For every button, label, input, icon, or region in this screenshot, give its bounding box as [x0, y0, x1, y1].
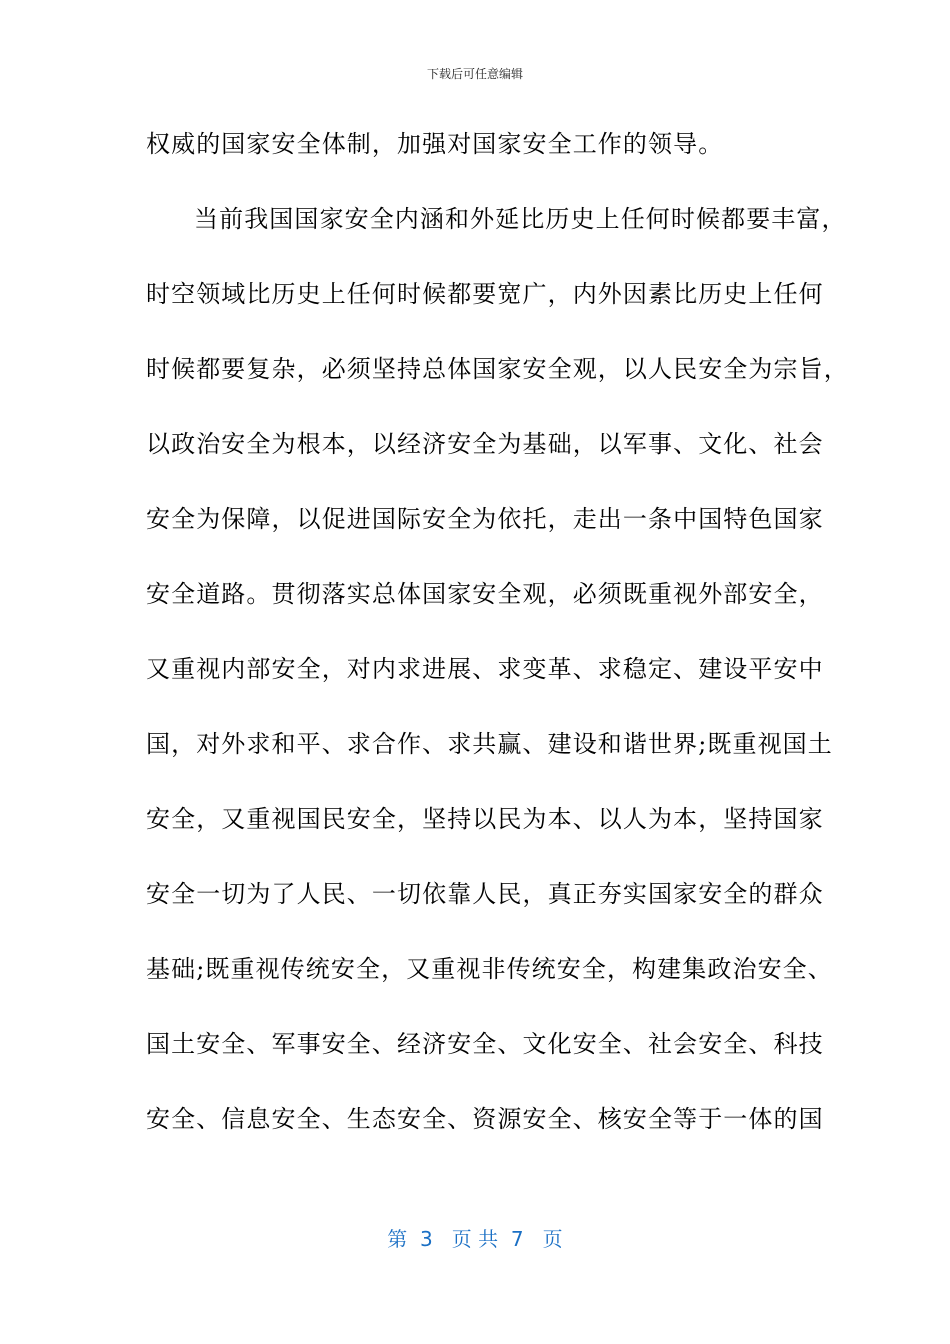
text-line: 安全道路。贯彻落实总体国家安全观，必须既重视外部安全，	[146, 580, 824, 608]
text-line: 以政治安全为根本，以经济安全为基础，以军事、文化、社会	[146, 430, 824, 458]
page-header-note: 下载后可任意编辑	[426, 67, 523, 81]
text-line: 基础;既重视传统安全，又重视非传统安全，构建集政治安全、	[146, 955, 833, 983]
text-line: 权威的国家安全体制，加强对国家安全工作的领导。	[146, 130, 724, 158]
text-line: 时空领域比历史上任何时候都要宽广，内外因素比历史上任何	[146, 280, 824, 308]
text-line: 安全为保障，以促进国际安全为依托，走出一条中国特色国家	[146, 505, 824, 533]
page-number-footer	[0, 1226, 950, 1252]
page-number-label: 第 3 页 共 7 页	[387, 1227, 563, 1251]
paragraph-start-line: 当前我国国家安全内涵和外延比历史上任何时候都要丰富，	[194, 205, 847, 233]
text-line: 安全一切为了人民、一切依靠人民，真正夯实国家安全的群众	[146, 880, 824, 908]
text-line: 国土安全、军事安全、经济安全、文化安全、社会安全、科技	[146, 1030, 824, 1058]
text-line: 国，对外求和平、求合作、求共赢、建设和谐世界;既重视国土	[146, 730, 833, 758]
text-line: 又重视内部安全，对内求进展、求变革、求稳定、建设平安中	[146, 655, 824, 683]
text-line: 时候都要复杂，必须坚持总体国家安全观，以人民安全为宗旨，	[146, 355, 849, 383]
text-line: 安全、信息安全、生态安全、资源安全、核安全等于一体的国	[146, 1105, 824, 1133]
text-line: 安全，又重视国民安全，坚持以民为本、以人为本，坚持国家	[146, 805, 824, 833]
